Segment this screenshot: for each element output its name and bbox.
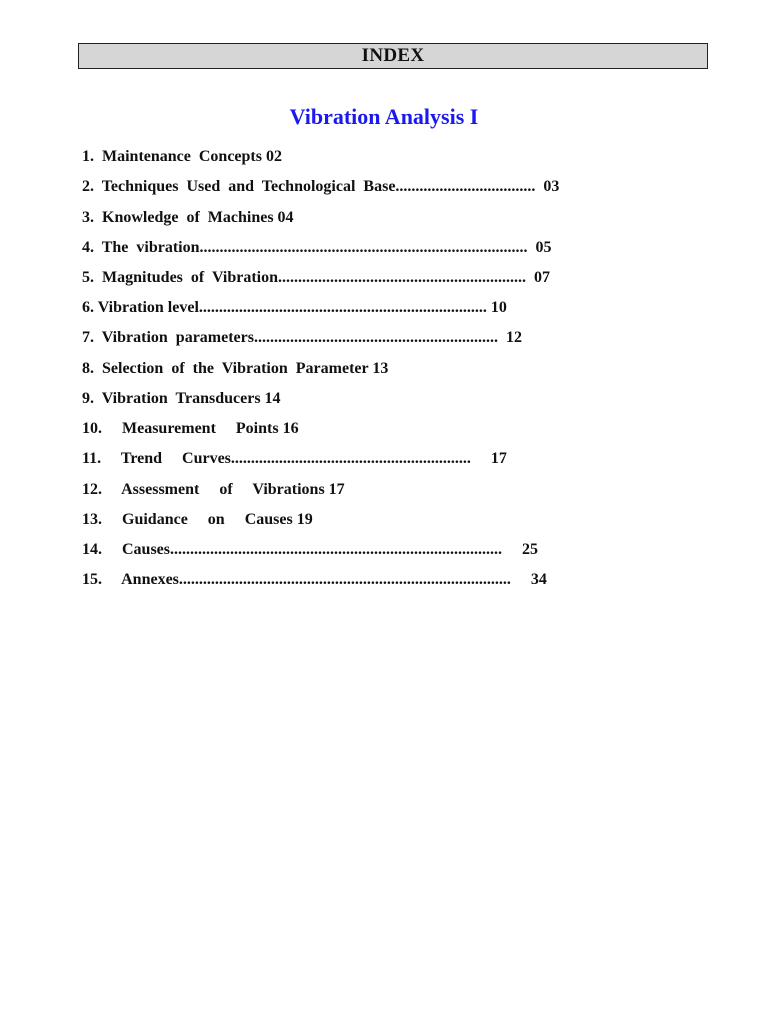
index-header-box	[78, 43, 708, 69]
toc-entry: 1. Maintenance Concepts 02	[82, 148, 282, 165]
toc-entry: 13. Guidance on Causes 19	[82, 511, 313, 528]
toc-entry: 15. Annexes................................................................................... 34	[82, 571, 547, 588]
toc-entry: 6. Vibration level........................................................................ 10	[82, 299, 507, 316]
toc-entry: 5. Magnitudes of Vibration.............................................................. 07	[82, 269, 551, 286]
toc-entry: 7. Vibration parameters............................................................. 12	[82, 329, 522, 346]
toc-entry: 14. Causes................................................................................... 25	[82, 541, 539, 558]
toc-entry: 12. Assessment of Vibrations 17	[82, 481, 345, 498]
toc-entry: 3. Knowledge of Machines 04	[82, 209, 294, 226]
toc-entry: 4. The vibration.................................................................................. 05	[82, 239, 552, 256]
toc-entry: 8. Selection of the Vibration Parameter 13	[82, 360, 389, 377]
document-title: Vibration Analysis I	[289, 104, 479, 129]
toc-entry: 11. Trend Curves............................................................ 17	[82, 450, 507, 467]
index-heading: INDEX	[361, 45, 425, 66]
toc-entry: 2. Techniques Used and Technological Base................................... 03	[82, 178, 560, 195]
toc-entry: 10. Measurement Points 16	[82, 420, 299, 437]
toc-entry: 9. Vibration Transducers 14	[82, 390, 281, 407]
